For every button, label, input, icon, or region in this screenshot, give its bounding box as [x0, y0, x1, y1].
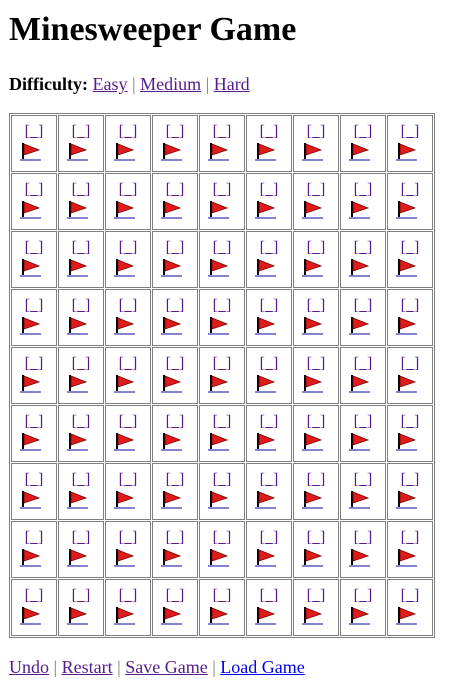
cell-reveal-link[interactable]: [_]: [165, 413, 185, 430]
flag-icon[interactable]: [20, 142, 42, 162]
flag-icon[interactable]: [255, 258, 277, 278]
board-cell[interactable]: [58, 347, 104, 404]
board-cell[interactable]: [58, 289, 104, 346]
cell-reveal-link[interactable]: [_]: [306, 413, 326, 430]
flag-icon[interactable]: [161, 316, 183, 336]
board-row: [11, 463, 433, 520]
cell-reveal-link[interactable]: [_]: [306, 297, 326, 314]
flag-icon[interactable]: [302, 432, 324, 452]
cell-reveal-link[interactable]: [_]: [71, 355, 91, 372]
board-cell[interactable]: [11, 521, 57, 578]
board-cell[interactable]: [199, 347, 245, 404]
flag-icon[interactable]: [67, 316, 89, 336]
cell-reveal-link[interactable]: [_]: [306, 587, 326, 604]
separator: |: [212, 657, 216, 677]
flag-icon[interactable]: [302, 490, 324, 510]
cell-reveal-link[interactable]: [_]: [400, 239, 420, 256]
flag-icon[interactable]: [349, 606, 371, 626]
board-cell[interactable]: [58, 521, 104, 578]
board-cell[interactable]: [340, 521, 386, 578]
board-cell[interactable]: [246, 173, 292, 230]
board-cell[interactable]: [246, 521, 292, 578]
board-cell[interactable]: [340, 173, 386, 230]
board-cell[interactable]: [199, 463, 245, 520]
cell-reveal-link[interactable]: [_]: [165, 181, 185, 198]
cell-reveal-link[interactable]: [_]: [24, 181, 44, 198]
flag-icon[interactable]: [67, 200, 89, 220]
flag-icon[interactable]: [349, 200, 371, 220]
cell-reveal-link[interactable]: [_]: [165, 123, 185, 140]
board-cell[interactable]: [199, 405, 245, 462]
cell-reveal-link[interactable]: [_]: [212, 413, 232, 430]
board-cell[interactable]: [387, 405, 433, 462]
flag-icon[interactable]: [208, 200, 230, 220]
cell-reveal-link[interactable]: [_]: [259, 181, 279, 198]
board-cell[interactable]: [340, 289, 386, 346]
flag-icon[interactable]: [114, 490, 136, 510]
difficulty-label: Difficulty:: [9, 74, 88, 94]
board-cell[interactable]: [293, 579, 339, 636]
cell-reveal-link[interactable]: [_]: [165, 471, 185, 488]
board-cell[interactable]: [105, 405, 151, 462]
board-cell[interactable]: [105, 579, 151, 636]
cell-reveal-link[interactable]: [_]: [212, 181, 232, 198]
flag-icon[interactable]: [255, 316, 277, 336]
cell-reveal-link[interactable]: [_]: [71, 471, 91, 488]
flag-icon[interactable]: [396, 316, 418, 336]
board-row: [11, 115, 433, 172]
flag-icon[interactable]: [302, 142, 324, 162]
board-cell[interactable]: [58, 463, 104, 520]
flag-icon[interactable]: [67, 606, 89, 626]
board-cell[interactable]: [293, 173, 339, 230]
flag-icon[interactable]: [349, 142, 371, 162]
board-cell[interactable]: [246, 115, 292, 172]
board-cell[interactable]: [293, 405, 339, 462]
flag-icon[interactable]: [396, 606, 418, 626]
board-cell[interactable]: [152, 231, 198, 288]
flag-icon[interactable]: [208, 316, 230, 336]
flag-icon[interactable]: [161, 490, 183, 510]
cell-reveal-link[interactable]: [_]: [118, 587, 138, 604]
cell-reveal-link[interactable]: [_]: [118, 413, 138, 430]
cell-reveal-link[interactable]: [_]: [306, 239, 326, 256]
board-row: [11, 231, 433, 288]
cell-reveal-link[interactable]: [_]: [71, 239, 91, 256]
board-cell[interactable]: [58, 115, 104, 172]
board-cell[interactable]: [105, 289, 151, 346]
flag-icon[interactable]: [67, 490, 89, 510]
flag-icon[interactable]: [114, 432, 136, 452]
cell-reveal-link[interactable]: [_]: [24, 529, 44, 546]
board-cell[interactable]: [11, 405, 57, 462]
save-game-link[interactable]: Save Game: [125, 657, 208, 677]
board-cell[interactable]: [387, 289, 433, 346]
board-cell[interactable]: [387, 463, 433, 520]
cell-reveal-link[interactable]: [_]: [353, 297, 373, 314]
board-cell[interactable]: [58, 231, 104, 288]
board-cell[interactable]: [387, 173, 433, 230]
flag-icon[interactable]: [67, 258, 89, 278]
flag-icon[interactable]: [20, 258, 42, 278]
flag-icon[interactable]: [302, 606, 324, 626]
cell-reveal-link[interactable]: [_]: [71, 529, 91, 546]
flag-icon[interactable]: [114, 606, 136, 626]
flag-icon[interactable]: [255, 432, 277, 452]
cell-reveal-link[interactable]: [_]: [118, 181, 138, 198]
board-cell[interactable]: [152, 463, 198, 520]
separator: |: [53, 657, 58, 677]
board-cell[interactable]: [105, 231, 151, 288]
board-row: [11, 173, 433, 230]
cell-reveal-link[interactable]: [_]: [71, 297, 91, 314]
flag-icon[interactable]: [114, 200, 136, 220]
flag-icon[interactable]: [302, 316, 324, 336]
cell-reveal-link[interactable]: [_]: [212, 587, 232, 604]
cell-reveal-link[interactable]: [_]: [400, 529, 420, 546]
board-cell[interactable]: [199, 289, 245, 346]
board-cell[interactable]: [340, 347, 386, 404]
board-cell[interactable]: [152, 579, 198, 636]
cell-reveal-link[interactable]: [_]: [353, 529, 373, 546]
flag-icon[interactable]: [20, 374, 42, 394]
flag-icon[interactable]: [349, 316, 371, 336]
flag-icon[interactable]: [161, 606, 183, 626]
flag-icon[interactable]: [208, 606, 230, 626]
cell-reveal-link[interactable]: [_]: [212, 297, 232, 314]
flag-icon[interactable]: [349, 374, 371, 394]
cell-reveal-link[interactable]: [_]: [212, 123, 232, 140]
difficulty-selector: [9, 74, 250, 94]
cell-reveal-link[interactable]: [_]: [118, 239, 138, 256]
flag-icon[interactable]: [161, 548, 183, 568]
cell-reveal-link[interactable]: [_]: [24, 123, 44, 140]
board-cell[interactable]: [293, 347, 339, 404]
cell-reveal-link[interactable]: [_]: [118, 529, 138, 546]
cell-reveal-link[interactable]: [_]: [165, 587, 185, 604]
board-cell[interactable]: [340, 405, 386, 462]
cell-reveal-link[interactable]: [_]: [400, 587, 420, 604]
flag-icon[interactable]: [67, 432, 89, 452]
board-cell[interactable]: [105, 521, 151, 578]
flag-icon[interactable]: [349, 490, 371, 510]
cell-reveal-link[interactable]: [_]: [259, 239, 279, 256]
board-row: [11, 521, 433, 578]
board-cell[interactable]: [246, 463, 292, 520]
cell-reveal-link[interactable]: [_]: [165, 297, 185, 314]
board-cell[interactable]: [58, 173, 104, 230]
flag-icon[interactable]: [161, 200, 183, 220]
board-cell[interactable]: [387, 347, 433, 404]
board-row: [11, 347, 433, 404]
flag-icon[interactable]: [208, 258, 230, 278]
flag-icon[interactable]: [114, 548, 136, 568]
flag-icon[interactable]: [396, 432, 418, 452]
board-cell[interactable]: [11, 347, 57, 404]
footer-actions: [9, 657, 305, 677]
board-cell[interactable]: [199, 173, 245, 230]
cell-reveal-link[interactable]: [_]: [353, 181, 373, 198]
cell-reveal-link[interactable]: [_]: [353, 123, 373, 140]
flag-icon[interactable]: [302, 258, 324, 278]
cell-reveal-link[interactable]: [_]: [118, 297, 138, 314]
board-cell[interactable]: [11, 173, 57, 230]
flag-icon[interactable]: [208, 142, 230, 162]
cell-reveal-link[interactable]: [_]: [212, 529, 232, 546]
flag-icon[interactable]: [255, 606, 277, 626]
flag-icon[interactable]: [255, 374, 277, 394]
difficulty-medium-link[interactable]: Medium: [140, 74, 202, 94]
board-cell[interactable]: [11, 463, 57, 520]
board-cell[interactable]: [11, 289, 57, 346]
flag-icon[interactable]: [20, 490, 42, 510]
cell-reveal-link[interactable]: [_]: [71, 181, 91, 198]
board-cell[interactable]: [246, 231, 292, 288]
board-cell[interactable]: [105, 115, 151, 172]
board-cell[interactable]: [246, 289, 292, 346]
cell-reveal-link[interactable]: [_]: [24, 239, 44, 256]
flag-icon[interactable]: [396, 200, 418, 220]
separator: |: [205, 74, 210, 94]
board-cell[interactable]: [105, 347, 151, 404]
cell-reveal-link[interactable]: [_]: [165, 529, 185, 546]
flag-icon[interactable]: [114, 374, 136, 394]
board-cell[interactable]: [293, 115, 339, 172]
cell-reveal-link[interactable]: [_]: [259, 471, 279, 488]
cell-reveal-link[interactable]: [_]: [353, 413, 373, 430]
cell-reveal-link[interactable]: [_]: [24, 471, 44, 488]
cell-reveal-link[interactable]: [_]: [259, 297, 279, 314]
cell-reveal-link[interactable]: [_]: [118, 123, 138, 140]
board-cell[interactable]: [387, 521, 433, 578]
flag-icon[interactable]: [255, 548, 277, 568]
board-cell[interactable]: [387, 115, 433, 172]
flag-icon[interactable]: [349, 258, 371, 278]
board-cell[interactable]: [340, 463, 386, 520]
board-cell[interactable]: [387, 231, 433, 288]
flag-icon[interactable]: [208, 490, 230, 510]
cell-reveal-link[interactable]: [_]: [400, 297, 420, 314]
board-cell[interactable]: [293, 231, 339, 288]
board-cell[interactable]: [293, 521, 339, 578]
board-cell[interactable]: [152, 173, 198, 230]
page-title: Minesweeper Game: [9, 11, 297, 48]
cell-reveal-link[interactable]: [_]: [306, 471, 326, 488]
game-board: [9, 113, 435, 638]
cell-reveal-link[interactable]: [_]: [306, 181, 326, 198]
cell-reveal-link[interactable]: [_]: [259, 413, 279, 430]
cell-reveal-link[interactable]: [_]: [400, 123, 420, 140]
board-cell[interactable]: [199, 115, 245, 172]
cell-reveal-link[interactable]: [_]: [353, 355, 373, 372]
board-cell[interactable]: [246, 405, 292, 462]
flag-icon[interactable]: [67, 374, 89, 394]
flag-icon[interactable]: [208, 374, 230, 394]
flag-icon[interactable]: [20, 606, 42, 626]
cell-reveal-link[interactable]: [_]: [353, 587, 373, 604]
flag-icon[interactable]: [114, 142, 136, 162]
flag-icon[interactable]: [396, 548, 418, 568]
board-cell[interactable]: [152, 289, 198, 346]
cell-reveal-link[interactable]: [_]: [400, 471, 420, 488]
cell-reveal-link[interactable]: [_]: [212, 355, 232, 372]
cell-reveal-link[interactable]: [_]: [24, 355, 44, 372]
cell-reveal-link[interactable]: [_]: [400, 181, 420, 198]
difficulty-easy-link[interactable]: Easy: [92, 74, 128, 94]
board-cell[interactable]: [199, 521, 245, 578]
cell-reveal-link[interactable]: [_]: [71, 587, 91, 604]
difficulty-hard-link[interactable]: Hard: [213, 74, 250, 94]
flag-icon[interactable]: [20, 432, 42, 452]
flag-icon[interactable]: [349, 548, 371, 568]
flag-icon[interactable]: [67, 548, 89, 568]
flag-icon[interactable]: [349, 432, 371, 452]
cell-reveal-link[interactable]: [_]: [259, 123, 279, 140]
board-cell[interactable]: [199, 579, 245, 636]
flag-icon[interactable]: [255, 142, 277, 162]
cell-reveal-link[interactable]: [_]: [400, 355, 420, 372]
board-cell[interactable]: [199, 231, 245, 288]
board-cell[interactable]: [246, 579, 292, 636]
cell-reveal-link[interactable]: [_]: [353, 239, 373, 256]
flag-icon[interactable]: [67, 142, 89, 162]
flag-icon[interactable]: [396, 258, 418, 278]
cell-reveal-link[interactable]: [_]: [212, 239, 232, 256]
cell-reveal-link[interactable]: [_]: [165, 355, 185, 372]
flag-icon[interactable]: [20, 316, 42, 336]
flag-icon[interactable]: [161, 374, 183, 394]
load-game-link[interactable]: Load Game: [220, 657, 305, 677]
cell-reveal-link[interactable]: [_]: [259, 587, 279, 604]
cell-reveal-link[interactable]: [_]: [306, 355, 326, 372]
board-cell[interactable]: [152, 347, 198, 404]
board-cell[interactable]: [11, 579, 57, 636]
board-cell[interactable]: [293, 463, 339, 520]
flag-icon[interactable]: [396, 490, 418, 510]
flag-icon[interactable]: [161, 258, 183, 278]
cell-reveal-link[interactable]: [_]: [24, 413, 44, 430]
cell-reveal-link[interactable]: [_]: [118, 471, 138, 488]
flag-icon[interactable]: [302, 200, 324, 220]
cell-reveal-link[interactable]: [_]: [24, 297, 44, 314]
board-cell[interactable]: [105, 173, 151, 230]
flag-icon[interactable]: [20, 548, 42, 568]
flag-icon[interactable]: [396, 374, 418, 394]
board-cell[interactable]: [340, 231, 386, 288]
cell-reveal-link[interactable]: [_]: [353, 471, 373, 488]
board-cell[interactable]: [340, 115, 386, 172]
cell-reveal-link[interactable]: [_]: [400, 413, 420, 430]
flag-icon[interactable]: [161, 142, 183, 162]
flag-icon[interactable]: [208, 432, 230, 452]
flag-icon[interactable]: [20, 200, 42, 220]
cell-reveal-link[interactable]: [_]: [118, 355, 138, 372]
board-cell[interactable]: [246, 347, 292, 404]
board-cell[interactable]: [58, 405, 104, 462]
board-cell[interactable]: [387, 579, 433, 636]
cell-reveal-link[interactable]: [_]: [306, 529, 326, 546]
board-cell[interactable]: [340, 579, 386, 636]
board-cell[interactable]: [58, 579, 104, 636]
board-cell[interactable]: [152, 521, 198, 578]
flag-icon[interactable]: [302, 374, 324, 394]
cell-reveal-link[interactable]: [_]: [71, 123, 91, 140]
separator: |: [117, 657, 121, 677]
flag-icon[interactable]: [255, 490, 277, 510]
board-cell[interactable]: [11, 231, 57, 288]
flag-icon[interactable]: [161, 432, 183, 452]
flag-icon[interactable]: [114, 258, 136, 278]
flag-icon[interactable]: [396, 142, 418, 162]
cell-reveal-link[interactable]: [_]: [259, 529, 279, 546]
board-cell[interactable]: [11, 115, 57, 172]
board-cell[interactable]: [105, 463, 151, 520]
cell-reveal-link[interactable]: [_]: [306, 123, 326, 140]
restart-link[interactable]: Restart: [61, 657, 113, 677]
cell-reveal-link[interactable]: [_]: [71, 413, 91, 430]
flag-icon[interactable]: [255, 200, 277, 220]
cell-reveal-link[interactable]: [_]: [165, 239, 185, 256]
board-cell[interactable]: [152, 405, 198, 462]
board-cell[interactable]: [293, 289, 339, 346]
separator: |: [131, 74, 136, 94]
undo-link[interactable]: Undo: [9, 657, 49, 677]
cell-reveal-link[interactable]: [_]: [24, 587, 44, 604]
board-cell[interactable]: [152, 115, 198, 172]
flag-icon[interactable]: [208, 548, 230, 568]
board-row: [11, 289, 433, 346]
cell-reveal-link[interactable]: [_]: [212, 471, 232, 488]
board-row: [11, 405, 433, 462]
board-row: [11, 579, 433, 636]
cell-reveal-link[interactable]: [_]: [259, 355, 279, 372]
flag-icon[interactable]: [114, 316, 136, 336]
flag-icon[interactable]: [302, 548, 324, 568]
